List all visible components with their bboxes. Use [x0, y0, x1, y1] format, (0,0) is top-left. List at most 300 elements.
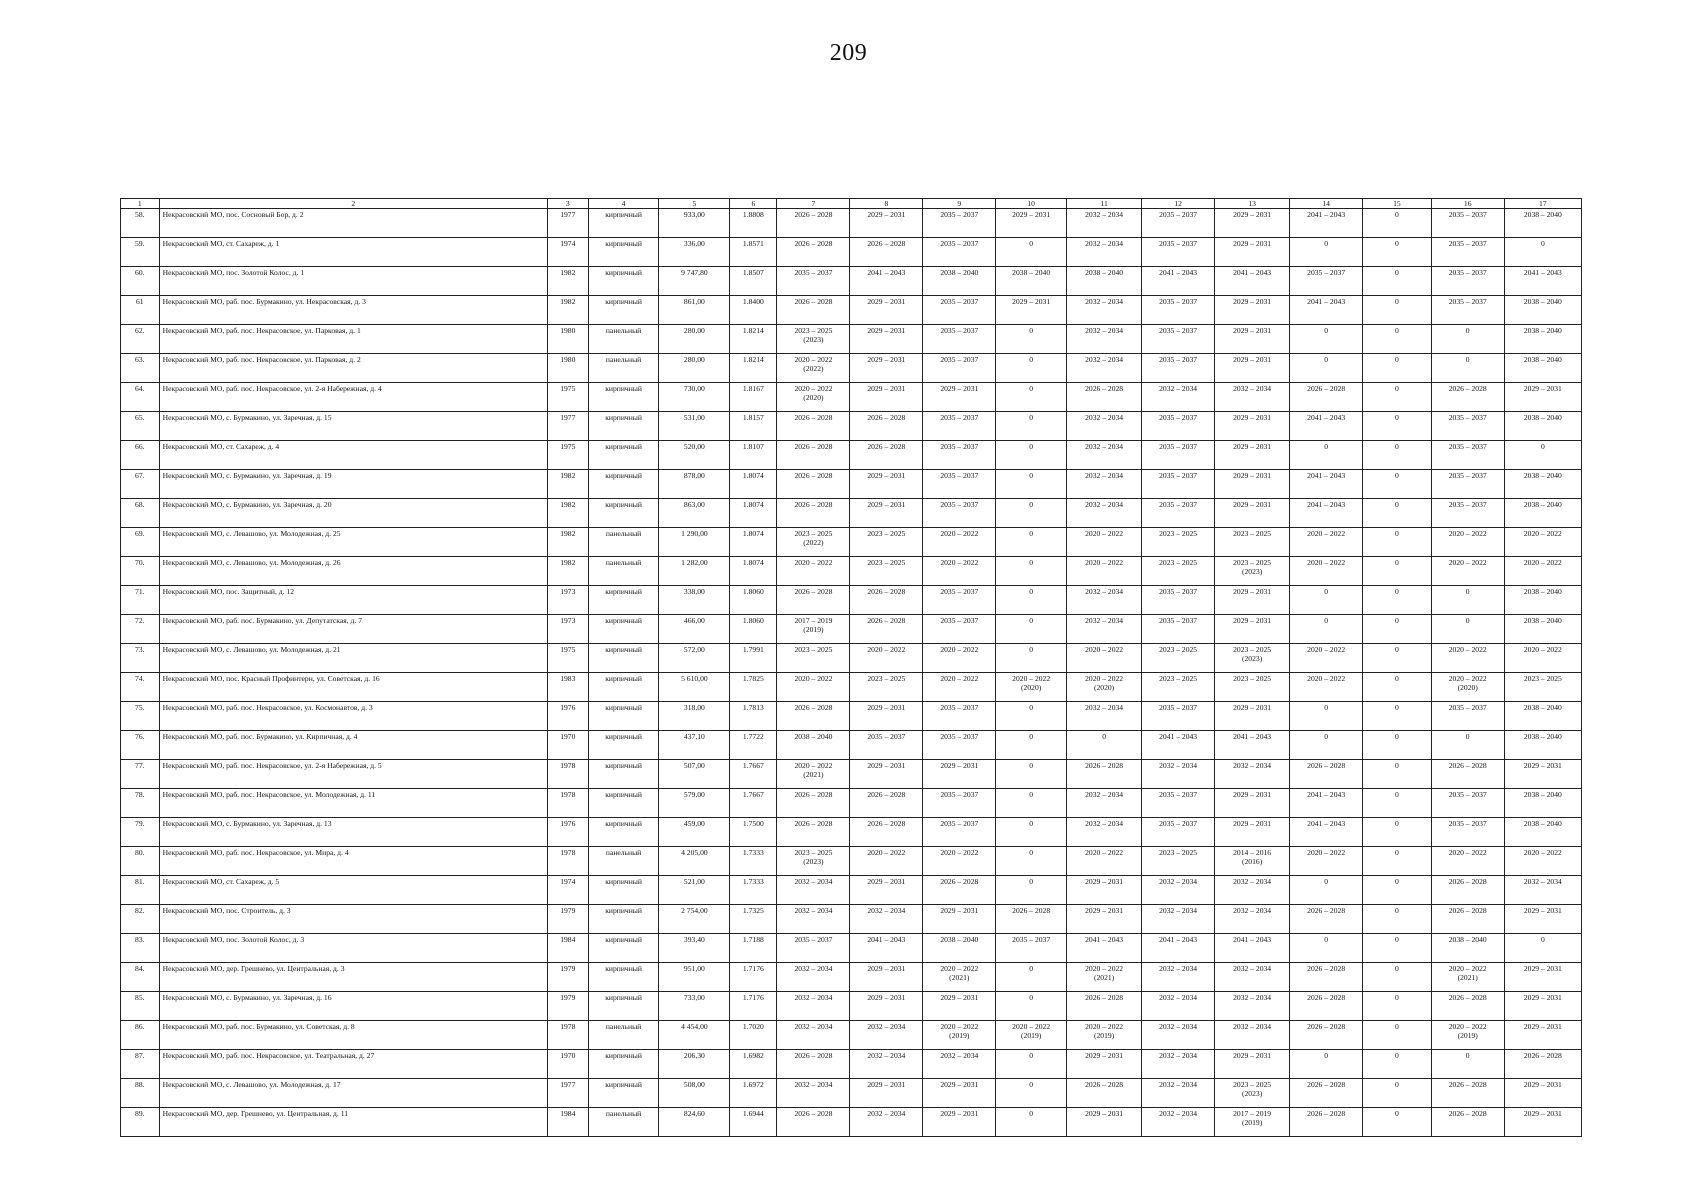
- table-cell: 2035 – 2037: [996, 934, 1067, 963]
- column-header: 12: [1142, 199, 1215, 209]
- table-cell: 2020 – 2022: [1290, 644, 1363, 673]
- table-cell: 77.: [121, 760, 160, 789]
- table-cell: 878,00: [659, 470, 730, 499]
- table-cell: 2029 – 2031: [850, 992, 923, 1021]
- table-cell: 2038 – 2040: [1431, 934, 1504, 963]
- table-cell: 2026 – 2028: [1290, 1079, 1363, 1108]
- table-cell: 1977: [547, 209, 588, 238]
- table-cell: 824,60: [659, 1108, 730, 1137]
- table-cell: 2023 – 2025: [1142, 528, 1215, 557]
- table-row: [121, 1079, 1582, 1108]
- table-cell: 2023 – 2025 (2023): [777, 325, 850, 354]
- table-cell: панельный: [588, 1021, 659, 1050]
- table-cell: 0: [996, 557, 1067, 586]
- table-cell: 2035 – 2037: [1142, 789, 1215, 818]
- table-cell: 2023 – 2025: [1142, 644, 1215, 673]
- table-cell: 0: [1290, 702, 1363, 731]
- page-number: 209: [829, 40, 868, 66]
- table-cell: кирпичный: [588, 209, 659, 238]
- table-cell: 2020 – 2022 (2022): [777, 354, 850, 383]
- table-cell: 2032 – 2034: [850, 905, 923, 934]
- table-cell: 2041 – 2043: [1504, 267, 1581, 296]
- table-cell: 0: [996, 412, 1067, 441]
- address-cell: Некрасовский МО, раб. пос. Некрасовское, ул. Молодежная, д. 11: [159, 789, 547, 818]
- table-cell: 0: [996, 1108, 1067, 1137]
- table-cell: 0: [1290, 934, 1363, 963]
- table-cell: кирпичный: [588, 760, 659, 789]
- table-cell: 2026 – 2028: [777, 586, 850, 615]
- table-cell: 2032 – 2034: [1067, 209, 1142, 238]
- table-cell: 1977: [547, 1079, 588, 1108]
- table-cell: 4 205,00: [659, 847, 730, 876]
- table-cell: 2032 – 2034: [1215, 876, 1290, 905]
- table-cell: 2029 – 2031: [1215, 325, 1290, 354]
- table-cell: 0: [1431, 1050, 1504, 1079]
- table-cell: 1.7825: [730, 673, 777, 702]
- table-cell: 0: [1290, 876, 1363, 905]
- table-cell: кирпичный: [588, 412, 659, 441]
- table-cell: 2026 – 2028: [850, 412, 923, 441]
- table-cell: 2029 – 2031: [1504, 992, 1581, 1021]
- table-cell: 1.8214: [730, 354, 777, 383]
- table-cell: 280,00: [659, 354, 730, 383]
- table-row: [121, 905, 1582, 934]
- table-cell: 2029 – 2031: [1215, 441, 1290, 470]
- table-cell: 60.: [121, 267, 160, 296]
- table-cell: 1979: [547, 992, 588, 1021]
- table-cell: 1978: [547, 760, 588, 789]
- table-cell: 2032 – 2034: [777, 1079, 850, 1108]
- table-cell: 0: [1363, 702, 1432, 731]
- table-cell: 2038 – 2040: [1504, 818, 1581, 847]
- table-cell: 2023 – 2025: [1142, 673, 1215, 702]
- table-cell: 2035 – 2037: [923, 818, 996, 847]
- table-cell: 66.: [121, 441, 160, 470]
- table-cell: 2035 – 2037: [923, 296, 996, 325]
- table-cell: 2029 – 2031: [850, 325, 923, 354]
- table-cell: 2041 – 2043: [1290, 209, 1363, 238]
- address-cell: Некрасовский МО, с. Бурмакино, ул. Заречная, д. 15: [159, 412, 547, 441]
- table-cell: 2041 – 2043: [1290, 296, 1363, 325]
- table-cell: 0: [1363, 1079, 1432, 1108]
- table-cell: 2035 – 2037: [1142, 702, 1215, 731]
- table-cell: 2038 – 2040: [923, 267, 996, 296]
- table-cell: 0: [996, 470, 1067, 499]
- table-cell: 1982: [547, 267, 588, 296]
- table-row: [121, 1021, 1582, 1050]
- column-header: 5: [659, 199, 730, 209]
- table-cell: 2026 – 2028: [1431, 760, 1504, 789]
- table-cell: 2029 – 2031: [850, 209, 923, 238]
- table-cell: 2041 – 2043: [1290, 412, 1363, 441]
- table-cell: 2029 – 2031: [1067, 1050, 1142, 1079]
- table-cell: 1970: [547, 1050, 588, 1079]
- table-cell: 2041 – 2043: [1067, 934, 1142, 963]
- table-cell: 2023 – 2025: [1142, 847, 1215, 876]
- table-cell: кирпичный: [588, 1079, 659, 1108]
- table-cell: 2032 – 2034: [1067, 354, 1142, 383]
- table-cell: 2029 – 2031: [1215, 789, 1290, 818]
- table-cell: 2032 – 2034: [1142, 1108, 1215, 1137]
- table-cell: 863,00: [659, 499, 730, 528]
- table-cell: 318,00: [659, 702, 730, 731]
- table-cell: 2020 – 2022: [1504, 644, 1581, 673]
- table-cell: 2032 – 2034: [1142, 383, 1215, 412]
- table-cell: 1973: [547, 615, 588, 644]
- table-cell: 2023 – 2025 (2023): [1215, 557, 1290, 586]
- table-cell: 2029 – 2031: [1504, 905, 1581, 934]
- table-cell: 2035 – 2037: [923, 412, 996, 441]
- table-cell: 2026 – 2028: [777, 209, 850, 238]
- table-cell: 2026 – 2028: [1290, 963, 1363, 992]
- table-cell: 2035 – 2037: [1431, 789, 1504, 818]
- table-cell: 2020 – 2022: [1431, 644, 1504, 673]
- table-cell: 2041 – 2043: [1142, 934, 1215, 963]
- table-row: [121, 528, 1582, 557]
- table-cell: 2035 – 2037: [1142, 499, 1215, 528]
- table-cell: 0: [996, 238, 1067, 267]
- table-cell: 508,00: [659, 1079, 730, 1108]
- address-cell: Некрасовский МО, пос. Красный Профинтерн, ул. Советская, д. 16: [159, 673, 547, 702]
- table-cell: 2020 – 2022: [1504, 557, 1581, 586]
- table-row: [121, 1108, 1582, 1137]
- table-cell: 2026 – 2028: [777, 499, 850, 528]
- table-cell: 2032 – 2034: [777, 992, 850, 1021]
- address-cell: Некрасовский МО, с. Левашово, ул. Молодежная, д. 26: [159, 557, 547, 586]
- table-cell: 2029 – 2031: [850, 702, 923, 731]
- table-cell: 2035 – 2037: [923, 702, 996, 731]
- table-cell: 2029 – 2031: [850, 470, 923, 499]
- table-cell: 2029 – 2031: [850, 499, 923, 528]
- table-cell: 2029 – 2031: [1067, 905, 1142, 934]
- table-cell: 0: [996, 615, 1067, 644]
- table-cell: 0: [1363, 470, 1432, 499]
- table-cell: 2032 – 2034: [850, 1021, 923, 1050]
- table-cell: 2035 – 2037: [1431, 412, 1504, 441]
- table-cell: 2029 – 2031: [850, 383, 923, 412]
- table-cell: кирпичный: [588, 586, 659, 615]
- table-cell: 2032 – 2034: [1142, 992, 1215, 1021]
- table-cell: 2026 – 2028: [1290, 905, 1363, 934]
- table-cell: 0: [1363, 383, 1432, 412]
- table-cell: 0: [1363, 1108, 1432, 1137]
- table-cell: 0: [1363, 1021, 1432, 1050]
- table-cell: 2014 – 2016 (2016): [1215, 847, 1290, 876]
- table-cell: 2020 – 2022: [1431, 528, 1504, 557]
- column-header: 2: [159, 199, 547, 209]
- table-cell: 2026 – 2028: [1290, 1108, 1363, 1137]
- table-cell: 2038 – 2040: [1504, 296, 1581, 325]
- table-cell: 2020 – 2022: [777, 673, 850, 702]
- table-row: [121, 789, 1582, 818]
- table-cell: 1.8074: [730, 499, 777, 528]
- table-cell: 2023 – 2025: [1504, 673, 1581, 702]
- table-cell: 1.6944: [730, 1108, 777, 1137]
- table-cell: 0: [996, 586, 1067, 615]
- table-cell: 1.8808: [730, 209, 777, 238]
- table-cell: кирпичный: [588, 441, 659, 470]
- table-cell: 2032 – 2034: [1067, 412, 1142, 441]
- table-cell: 2023 – 2025 (2023): [1215, 1079, 1290, 1108]
- table-cell: 2029 – 2031: [1215, 354, 1290, 383]
- column-header: 15: [1363, 199, 1432, 209]
- column-header: 17: [1504, 199, 1581, 209]
- table-cell: 2020 – 2022: [1431, 847, 1504, 876]
- table-cell: 2041 – 2043: [1215, 267, 1290, 296]
- column-header: 11: [1067, 199, 1142, 209]
- table-row: [121, 876, 1582, 905]
- table-cell: 2020 – 2022: [777, 557, 850, 586]
- address-cell: Некрасовский МО, ст. Сахареж, д. 4: [159, 441, 547, 470]
- table-cell: 2029 – 2031: [1215, 499, 1290, 528]
- table-cell: 2038 – 2040: [1504, 470, 1581, 499]
- table-cell: 2020 – 2022: [923, 644, 996, 673]
- table-cell: 1.7020: [730, 1021, 777, 1050]
- table-cell: кирпичный: [588, 267, 659, 296]
- table-cell: 1.8074: [730, 528, 777, 557]
- table-cell: кирпичный: [588, 644, 659, 673]
- table-row: [121, 673, 1582, 702]
- table-cell: 2026 – 2028: [1290, 1021, 1363, 1050]
- table-cell: 2020 – 2022: [923, 528, 996, 557]
- table-cell: 2020 – 2022: [1290, 528, 1363, 557]
- table-cell: 1975: [547, 441, 588, 470]
- table-cell: кирпичный: [588, 499, 659, 528]
- table-cell: 2032 – 2034: [1215, 760, 1290, 789]
- table-cell: 2026 – 2028: [777, 789, 850, 818]
- address-cell: Некрасовский МО, пос. Строитель, д. 3: [159, 905, 547, 934]
- table-cell: 2026 – 2028: [777, 1108, 850, 1137]
- table-cell: 0: [1290, 731, 1363, 760]
- table-cell: 0: [1363, 644, 1432, 673]
- table-cell: 280,00: [659, 325, 730, 354]
- table-cell: 1.8167: [730, 383, 777, 412]
- table-cell: 0: [1067, 731, 1142, 760]
- table-cell: 2023 – 2025: [1215, 528, 1290, 557]
- table-cell: 2026 – 2028: [777, 702, 850, 731]
- table-cell: 1.7333: [730, 847, 777, 876]
- address-cell: Некрасовский МО, ст. Сахареж, д. 5: [159, 876, 547, 905]
- address-cell: Некрасовский МО, дер. Грешнево, ул. Центральная, д. 11: [159, 1108, 547, 1137]
- table-cell: 2029 – 2031: [996, 296, 1067, 325]
- table-row: [121, 818, 1582, 847]
- table-cell: 2026 – 2028: [996, 905, 1067, 934]
- table-cell: 2026 – 2028: [777, 412, 850, 441]
- table-cell: 0: [1363, 412, 1432, 441]
- table-cell: 68.: [121, 499, 160, 528]
- table-cell: 0: [1363, 905, 1432, 934]
- table-cell: 2035 – 2037: [923, 354, 996, 383]
- table-cell: 1 290,00: [659, 528, 730, 557]
- table-cell: 0: [996, 644, 1067, 673]
- table-cell: 2035 – 2037: [923, 441, 996, 470]
- table-cell: 63.: [121, 354, 160, 383]
- address-cell: Некрасовский МО, с. Бурмакино, ул. Заречная, д. 19: [159, 470, 547, 499]
- table-cell: кирпичный: [588, 818, 659, 847]
- table-cell: 0: [1363, 818, 1432, 847]
- table-cell: 2020 – 2022: [1504, 847, 1581, 876]
- table-cell: 2035 – 2037: [1142, 325, 1215, 354]
- table-cell: 65.: [121, 412, 160, 441]
- table-cell: 88.: [121, 1079, 160, 1108]
- table-cell: 2020 – 2022 (2021): [923, 963, 996, 992]
- table-row: [121, 499, 1582, 528]
- table-cell: 2035 – 2037: [1431, 818, 1504, 847]
- table-cell: 2029 – 2031: [1215, 818, 1290, 847]
- address-cell: Некрасовский МО, раб. пос. Некрасовское, ул. Мира, д. 4: [159, 847, 547, 876]
- table-cell: 1980: [547, 325, 588, 354]
- table-row: [121, 760, 1582, 789]
- table-cell: 2020 – 2022 (2019): [923, 1021, 996, 1050]
- table-cell: 0: [1363, 354, 1432, 383]
- table-cell: 2029 – 2031: [1215, 702, 1290, 731]
- address-cell: Некрасовский МО, раб. пос. Некрасовское, ул. Космонавтов, д. 3: [159, 702, 547, 731]
- table-cell: 1.7667: [730, 760, 777, 789]
- table-row: [121, 1050, 1582, 1079]
- table-cell: 0: [996, 847, 1067, 876]
- table-cell: 2026 – 2028: [1431, 383, 1504, 412]
- table-cell: 80.: [121, 847, 160, 876]
- table-cell: 2032 – 2034: [777, 1021, 850, 1050]
- table-cell: 2035 – 2037: [1142, 412, 1215, 441]
- table-cell: 2035 – 2037: [923, 586, 996, 615]
- table-cell: 2041 – 2043: [1290, 818, 1363, 847]
- table-cell: 2020 – 2022: [1067, 644, 1142, 673]
- table-cell: 2023 – 2025: [1215, 673, 1290, 702]
- table-cell: 2020 – 2022: [1067, 528, 1142, 557]
- table-cell: 2017 – 2019 (2019): [1215, 1108, 1290, 1137]
- table-cell: 1.8060: [730, 615, 777, 644]
- table-cell: 2038 – 2040: [1504, 412, 1581, 441]
- table-cell: 2029 – 2031: [1215, 615, 1290, 644]
- table-cell: 0: [1363, 557, 1432, 586]
- table-cell: 1978: [547, 1021, 588, 1050]
- table-cell: 2035 – 2037: [1431, 209, 1504, 238]
- table-row: [121, 847, 1582, 876]
- table-cell: 2026 – 2028: [1067, 760, 1142, 789]
- table-cell: кирпичный: [588, 470, 659, 499]
- table-cell: 2032 – 2034: [1142, 963, 1215, 992]
- table-cell: 2035 – 2037: [1142, 296, 1215, 325]
- table-cell: 0: [996, 992, 1067, 1021]
- table-cell: кирпичный: [588, 731, 659, 760]
- table-cell: 2026 – 2028: [777, 296, 850, 325]
- table-cell: 2029 – 2031: [850, 876, 923, 905]
- table-cell: 0: [996, 963, 1067, 992]
- table-cell: кирпичный: [588, 673, 659, 702]
- table-cell: 2020 – 2022 (2020): [1431, 673, 1504, 702]
- table-cell: 2020 – 2022 (2021): [1067, 963, 1142, 992]
- table-cell: 2035 – 2037: [1142, 354, 1215, 383]
- table-cell: 2032 – 2034: [1504, 876, 1581, 905]
- table-cell: панельный: [588, 557, 659, 586]
- address-cell: Некрасовский МО, с. Бурмакино, ул. Заречная, д. 13: [159, 818, 547, 847]
- table-cell: 2035 – 2037: [1142, 586, 1215, 615]
- table-cell: 1984: [547, 934, 588, 963]
- table-cell: 2026 – 2028: [1431, 992, 1504, 1021]
- table-cell: 2035 – 2037: [1431, 296, 1504, 325]
- table-cell: 2032 – 2034: [1215, 963, 1290, 992]
- table-cell: 2023 – 2025: [850, 528, 923, 557]
- table-cell: 1980: [547, 354, 588, 383]
- table-cell: 2020 – 2022 (2020): [996, 673, 1067, 702]
- table-cell: 2020 – 2022 (2021): [777, 760, 850, 789]
- table-cell: 86.: [121, 1021, 160, 1050]
- table-cell: 2035 – 2037: [1431, 702, 1504, 731]
- column-header: 4: [588, 199, 659, 209]
- table-cell: 1.7325: [730, 905, 777, 934]
- table-cell: 1979: [547, 905, 588, 934]
- table-cell: 2029 – 2031: [923, 905, 996, 934]
- table-cell: 520,00: [659, 441, 730, 470]
- column-header: 14: [1290, 199, 1363, 209]
- table-cell: 2035 – 2037: [923, 499, 996, 528]
- table-cell: 2017 – 2019 (2019): [777, 615, 850, 644]
- table-cell: 531,00: [659, 412, 730, 441]
- table-cell: 2029 – 2031: [996, 209, 1067, 238]
- table-cell: 0: [1431, 586, 1504, 615]
- table-cell: 0: [1363, 963, 1432, 992]
- table-cell: 507,00: [659, 760, 730, 789]
- table-cell: 59.: [121, 238, 160, 267]
- table-cell: 1976: [547, 818, 588, 847]
- table-cell: 2041 – 2043: [1215, 731, 1290, 760]
- table-cell: 2020 – 2022: [1067, 557, 1142, 586]
- table-cell: 70.: [121, 557, 160, 586]
- table-cell: 74.: [121, 673, 160, 702]
- table-cell: панельный: [588, 354, 659, 383]
- table-cell: 2038 – 2040: [1504, 789, 1581, 818]
- table-cell: 0: [1504, 238, 1581, 267]
- table-cell: 2035 – 2037: [923, 789, 996, 818]
- table-cell: 2023 – 2025: [777, 644, 850, 673]
- table-cell: 2032 – 2034: [1142, 905, 1215, 934]
- table-cell: 2029 – 2031: [1067, 1108, 1142, 1137]
- table-cell: 2041 – 2043: [1290, 470, 1363, 499]
- table-cell: 64.: [121, 383, 160, 412]
- table-cell: 2026 – 2028: [850, 441, 923, 470]
- table-cell: 0: [1290, 1050, 1363, 1079]
- table-cell: 0: [996, 528, 1067, 557]
- table-cell: 1978: [547, 847, 588, 876]
- table-cell: 0: [1363, 615, 1432, 644]
- table-cell: 2032 – 2034: [1067, 441, 1142, 470]
- table-cell: 2041 – 2043: [1142, 267, 1215, 296]
- table-cell: 2041 – 2043: [1290, 499, 1363, 528]
- table-cell: 0: [996, 760, 1067, 789]
- table-cell: 2038 – 2040: [1504, 586, 1581, 615]
- table-row: [121, 325, 1582, 354]
- table-cell: 76.: [121, 731, 160, 760]
- table-row: [121, 267, 1582, 296]
- table-row: [121, 354, 1582, 383]
- table-cell: 2032 – 2034: [850, 1108, 923, 1137]
- table-cell: 1.8157: [730, 412, 777, 441]
- table-cell: 2035 – 2037: [1142, 615, 1215, 644]
- table-cell: 2032 – 2034: [777, 963, 850, 992]
- table-cell: 1.7722: [730, 731, 777, 760]
- table-cell: 72.: [121, 615, 160, 644]
- table-cell: 2041 – 2043: [1142, 731, 1215, 760]
- table-cell: 0: [996, 1050, 1067, 1079]
- table-cell: 0: [1504, 441, 1581, 470]
- table-cell: 0: [1363, 528, 1432, 557]
- table-cell: 71.: [121, 586, 160, 615]
- table-cell: 0: [996, 354, 1067, 383]
- address-cell: Некрасовский МО, раб. пос. Бурмакино, ул. Кирпичная, д. 4: [159, 731, 547, 760]
- table-cell: 2035 – 2037: [1431, 499, 1504, 528]
- column-header: 7: [777, 199, 850, 209]
